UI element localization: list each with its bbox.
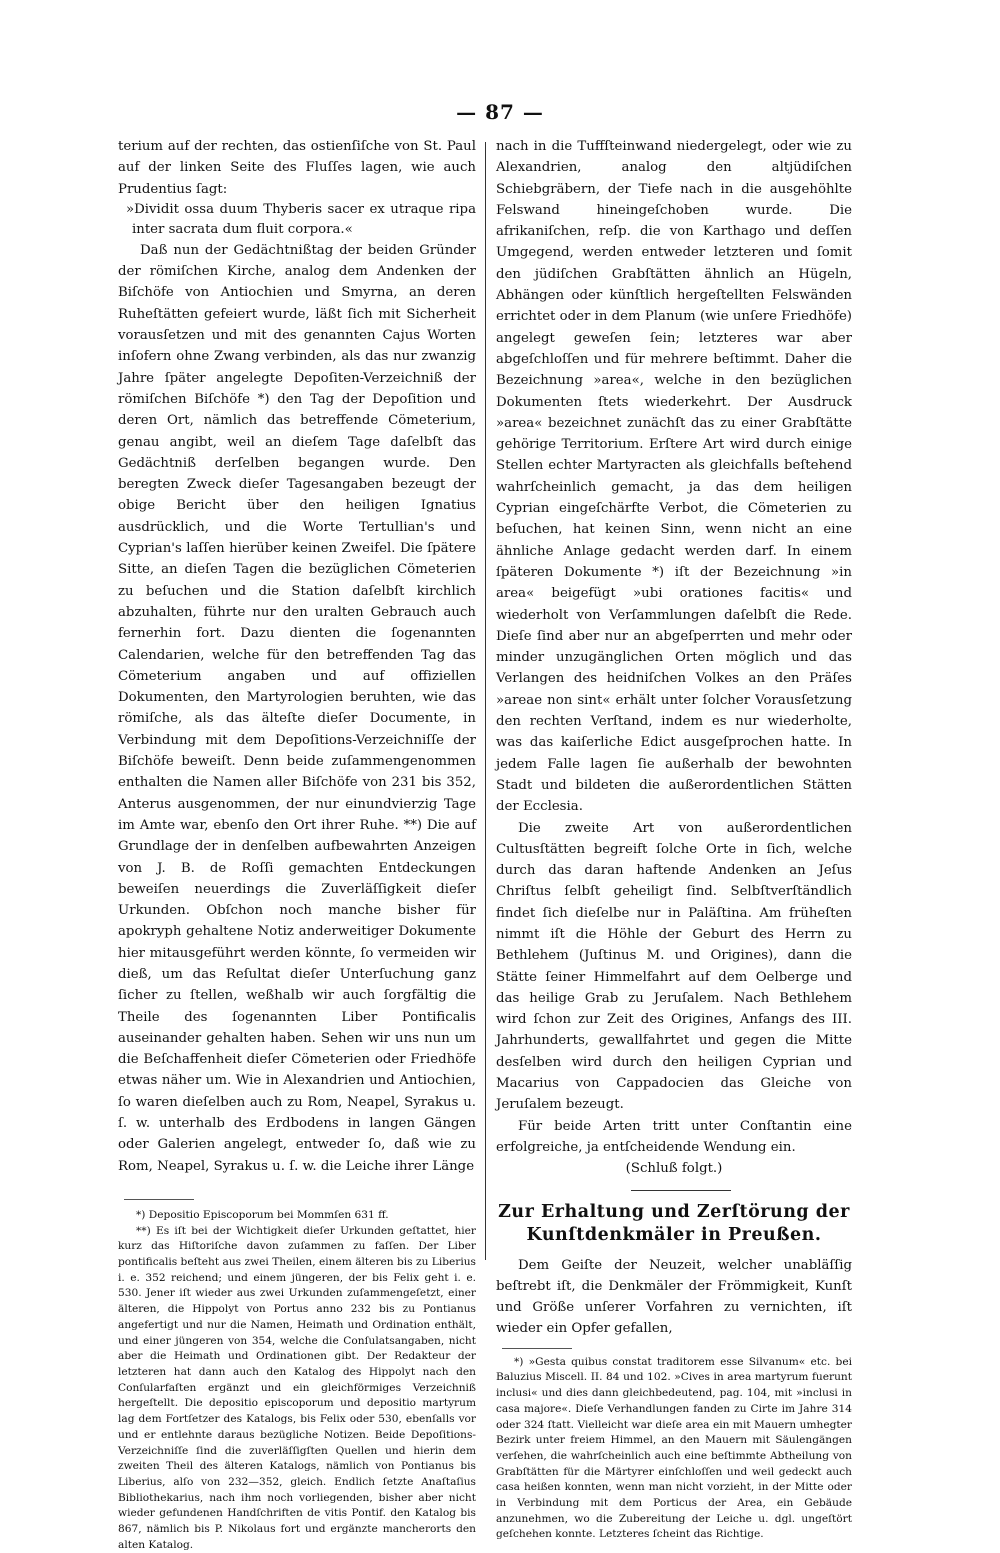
right-footnote-1: *) »Gesta quibus constat traditorem esse Silvanum« etc. bei Baluzius Miscell. II. 84 und 102. »Cives in area martyrum fuerunt inclusi« und dies dann gleichbedeutend, pag. 104, mit »inclusi in casa majore«. Dieſe Verhandlungen fanden zu Cirte im Jahre 314 oder 324 ſtatt. Vielleicht war dieſe area ein mit Mauern umhegter Bezirk unter freiem Himmel, an den Mauern mit Säulengängen verſehen, die wahrſcheinlich auch eine beſtimmte Abtheilung von Grabſtätten für die Märtyrer einſchloſſen und weil gedeckt auch casa heißen konnten, wenn man nicht vorzieht, in der Mitte oder in Verbindung mit dem Porticus der Area, ein Gebäude anzunehmen, wo die Zubereitung der Leiche u. dgl. ungeſtört geſchehen konnte. Letzteres ſcheint das Richtige.	[496, 1355, 852, 1541]
column-divider	[485, 142, 486, 1260]
article-heading: Zur Erhaltung und Zerſtörung der Kunſtdenkmäler in Preußen.	[498, 1201, 850, 1245]
continued-note: (Schluß folgt.)	[625, 1161, 723, 1177]
page-number: — 87 —	[456, 100, 544, 124]
left-footnote-2: **) Es iſt bei der Wichtigkeit dieſer Urkunden geſtattet, hier kurz das Hiſtoriſche davon zuſammen zu faſſen. Der Liber pontificalis beſteht aus zwei Theilen, einem älteren bis zu Liberius i. e. 352 reichend; und einem jüngeren, der bis Felix geht i. e. 530. Jener iſt wieder aus zwei Urkunden zuſammengeſetzt, einer älteren, die Hippolyt von Portus anno 232 bis zu Pontianus angefertigt und nur die Namen, Heimath und Ordination enthält, und einer jüngeren von 354, welche die Conſulatsangaben, nicht aber die Heimath und Ordinationen gibt. Der Redakteur der letzteren hat dann auch den Katalog des Hippolyt nach den Conſularfaſten ergänzt und ein gleichförmiges Verzeichniß hergeſtellt. Die depositio episcoporum und depositio martyrum lag dem Fortſetzer des Katalogs, bis Felix oder 530, ebenſalls vor und er entlehnte daraus bezügliche Notizen. Beide Depoſitions-Verzeichniſſe ſind die zuverläſſigſten Quellen und hierin dem zweiten Theil des älteren Katalogs, nämlich von Pontianus bis Liberius, alſo von 232—352, gleich. Endlich ſetzte Anaſtaſius Bibliothekarius, nach ihm noch vorliegenden, bisher aber nicht wieder gefundenen Handſchriften de vitis Pontif. den Katalog bis 867, nämlich bis P. Nikolaus fort und ergänzte mancherorts den alten Katalog.	[118, 1224, 476, 1551]
right-column	[496, 136, 852, 1543]
left-footnote-1: *) Depositio Episcoporum bei Mommſen 631 ff.	[136, 1208, 389, 1221]
right-paragraph-5: Dem Geiſte der Neuzeit, welcher unabläſſig beſtrebt iſt, die Denkmäler der Frömmigkeit, Kunſt und Größe unſerer Vorfahren zu vernichten, iſt wieder ein Opfer gefallen,	[496, 1257, 852, 1337]
left-paragraph-1: terium auf der rechten, das ostienſiſche von St. Paul auf der linken Seite des Fluſſes lagen, wie auch Prudentius ſagt:	[118, 139, 476, 197]
prudentius-quote: »Dividit ossa duum Thyberis sacer ex utraque ripa inter sacrata dum fluit corpora.«	[126, 201, 476, 237]
right-paragraph-2: Die zweite Art von außerordentlichen Cultusſtätten begreift ſolche Orte in ſich, welche durch das daran haftende Andenken an Jeſus Chriſtus ſelbſt geheiligt ſind. Selbſtverſtändlich findet ſich dieſelbe nur in Paläſtina. Am früheſten nimmt iſt die Höhle der Geburt des Herrn zu Bethlehem (Juſtinus M. und Origines), dann die Stätte ſeiner Himmelfahrt auf dem Oelberge und das heilige Grab zu Jeruſalem. Nach Bethlehem wird ſchon zur Zeit des Origines, Anfangs des III. Jahrhunderts, gewallfahrtet und gegen die Mitte desſelben wird durch den heiligen Cyprian und Macarius von Cappadocien das Gleiche von Jeruſalem bezeugt.	[496, 820, 852, 1113]
left-paragraph-2: Daß nun der Gedächtnißtag der beiden Gründer der römiſchen Kirche, analog dem Andenken der Biſchöfe von Antiochien und Smyrna, an deren Ruheſtätten gefeiert wurde, läßt ſich mit Sicherheit vorausſetzen und mit des genannten Cajus Worten inſofern ohne Zwang verbinden, als das nur zwanzig Jahre ſpäter angelegte Depoſiten-Verzeichniß der römiſchen Biſchöfe *) den Tag der Depoſition und deren Ort, nämlich das betreffende Cömeterium, genau angibt, weil an dieſem Tage daſelbſt das Gedächtniß derſelben begangen wurde. Den beregten Zweck dieſer Tagesangaben bezeugt der obige Bericht über den heiligen Ignatius ausdrücklich, und die Worte Tertullian's und Cyprian's laſſen hierüber keinen Zweifel. Die ſpätere Sitte, an dieſen Tagen die bezüglichen Cömeterien zu beſuchen und die Station daſelbſt kirchlich abzuhalten, führte nur den uralten Gebrauch auch fernerhin fort. Dazu dienten die ſogenannten Calendarien, welche für den betreffenden Tag das Cömeterium angaben und auf offiziellen Dokumenten, den Martyrologien beruhten, wie das römiſche, als das älteſte dieſer Documente, in Verbindung mit dem Depoſitions-Verzeichniſſe der Biſchöfe beweiſt. Denn beide zuſammengenommen enthalten die Namen aller Biſchöfe von 231 bis 352, Anterus ausgenommen, der nur einundvierzig Tage im Amte war, ebenſo den Ort ihrer Ruhe. **) Die auf Grundlage der in denſelben aufbewahrten Anzeigen von J. B. de Roſſi gemachten Entdeckungen beweiſen neuerdings die Zuverläſſigkeit dieſer Urkunden. Obſchon noch manche bisher für apokryph gehaltene Notiz anderweitiger Dokumente hier mitausgeführt werden könnte, ſo vermeiden wir dieß, um das Reſultat dieſer Unterſuchung ganz ſicher zu ſtellen, weßhalb wir auch ſorgfältig die Theile des ſogenannten Liber Pontificalis auseinander gehalten haben. Sehen wir uns nun um die Beſchaffenheit dieſer Cömeterien oder Friedhöfe etwas näher um. Wie in Alexandrien und Antiochien, ſo waren dieſelben auch zu Rom, Neapel, Syrakus u. ſ. w. unterhalb des Erdbodens in langen Gängen oder Galerien angelegt, entweder ſo, daß wie zu Rom, Neapel, Syrakus u. ſ. w. die Leiche ihrer Länge	[118, 242, 476, 1174]
footnote-rule	[124, 1199, 194, 1200]
footnote-rule	[502, 1348, 572, 1349]
right-paragraph-1: nach in die Tuffſteinwand niedergelegt, oder wie zu Alexandrien, analog den altjüdiſchen Schiebgräbern, der Tiefe nach in die ausgehöhlte Felswand hineingeſchoben wurde. Die afrikaniſchen, reſp. die von Karthago und deſſen Umgegend, werden entweder letzteren und ſomit den jüdiſchen Grabſtätten ähnlich an Hügeln, Abhängen oder künſtlich hergeſtellten Felswänden errichtet oder in dem Planum (wie unſere Friedhöfe) angelegt geweſen ſein; letzteres war aber abgeſchloſſen und für mehrere beſtimmt. Daher die Bezeichnung »area«, welche in den bezüglichen Dokumenten ſtets wiederkehrt. Der Ausdruck »area« bezeichnet zunächſt das zu einer Grabſtätte gehörige Territorium. Erſtere Art wird durch einige Stellen echter Martyracten als gleichfalls beſtehend wahrſcheinlich gemacht, ja das dem heiligen Cyprian eingeſchärfte Verbot, die Cömeterien zu beſuchen, hat keinen Sinn, wenn nicht an eine ähnliche Anlage gedacht werden darf. In einem ſpäteren Dokumente *) iſt der Bezeichnung »in area« beigefügt »ubi orationes facitis« und wiederholt von Verſammlungen daſelbſt die Rede. Dieſe ſind aber nur an abgeſperrten und mehr oder minder unzugänglichen Orten möglich und das Verlangen des heidniſchen Volkes an den Präſes »areae non sint« erhält unter ſolcher Vorausſetzung den rechten Verſtand, indem es nur wiederholte, was das kaiſerliche Edict ausgeſprochen hatte. In jedem Falle lagen ſie außerhalb der bewohnten Stadt und bildeten die außerordentlichen Stätten der Ecclesia.	[496, 139, 852, 815]
right-paragraph-3: Für beide Arten tritt unter Conſtantin eine erfolgreiche, ja entſcheidende Wendung ein.	[496, 1118, 852, 1155]
section-rule	[631, 1190, 731, 1191]
left-column	[118, 136, 476, 1553]
